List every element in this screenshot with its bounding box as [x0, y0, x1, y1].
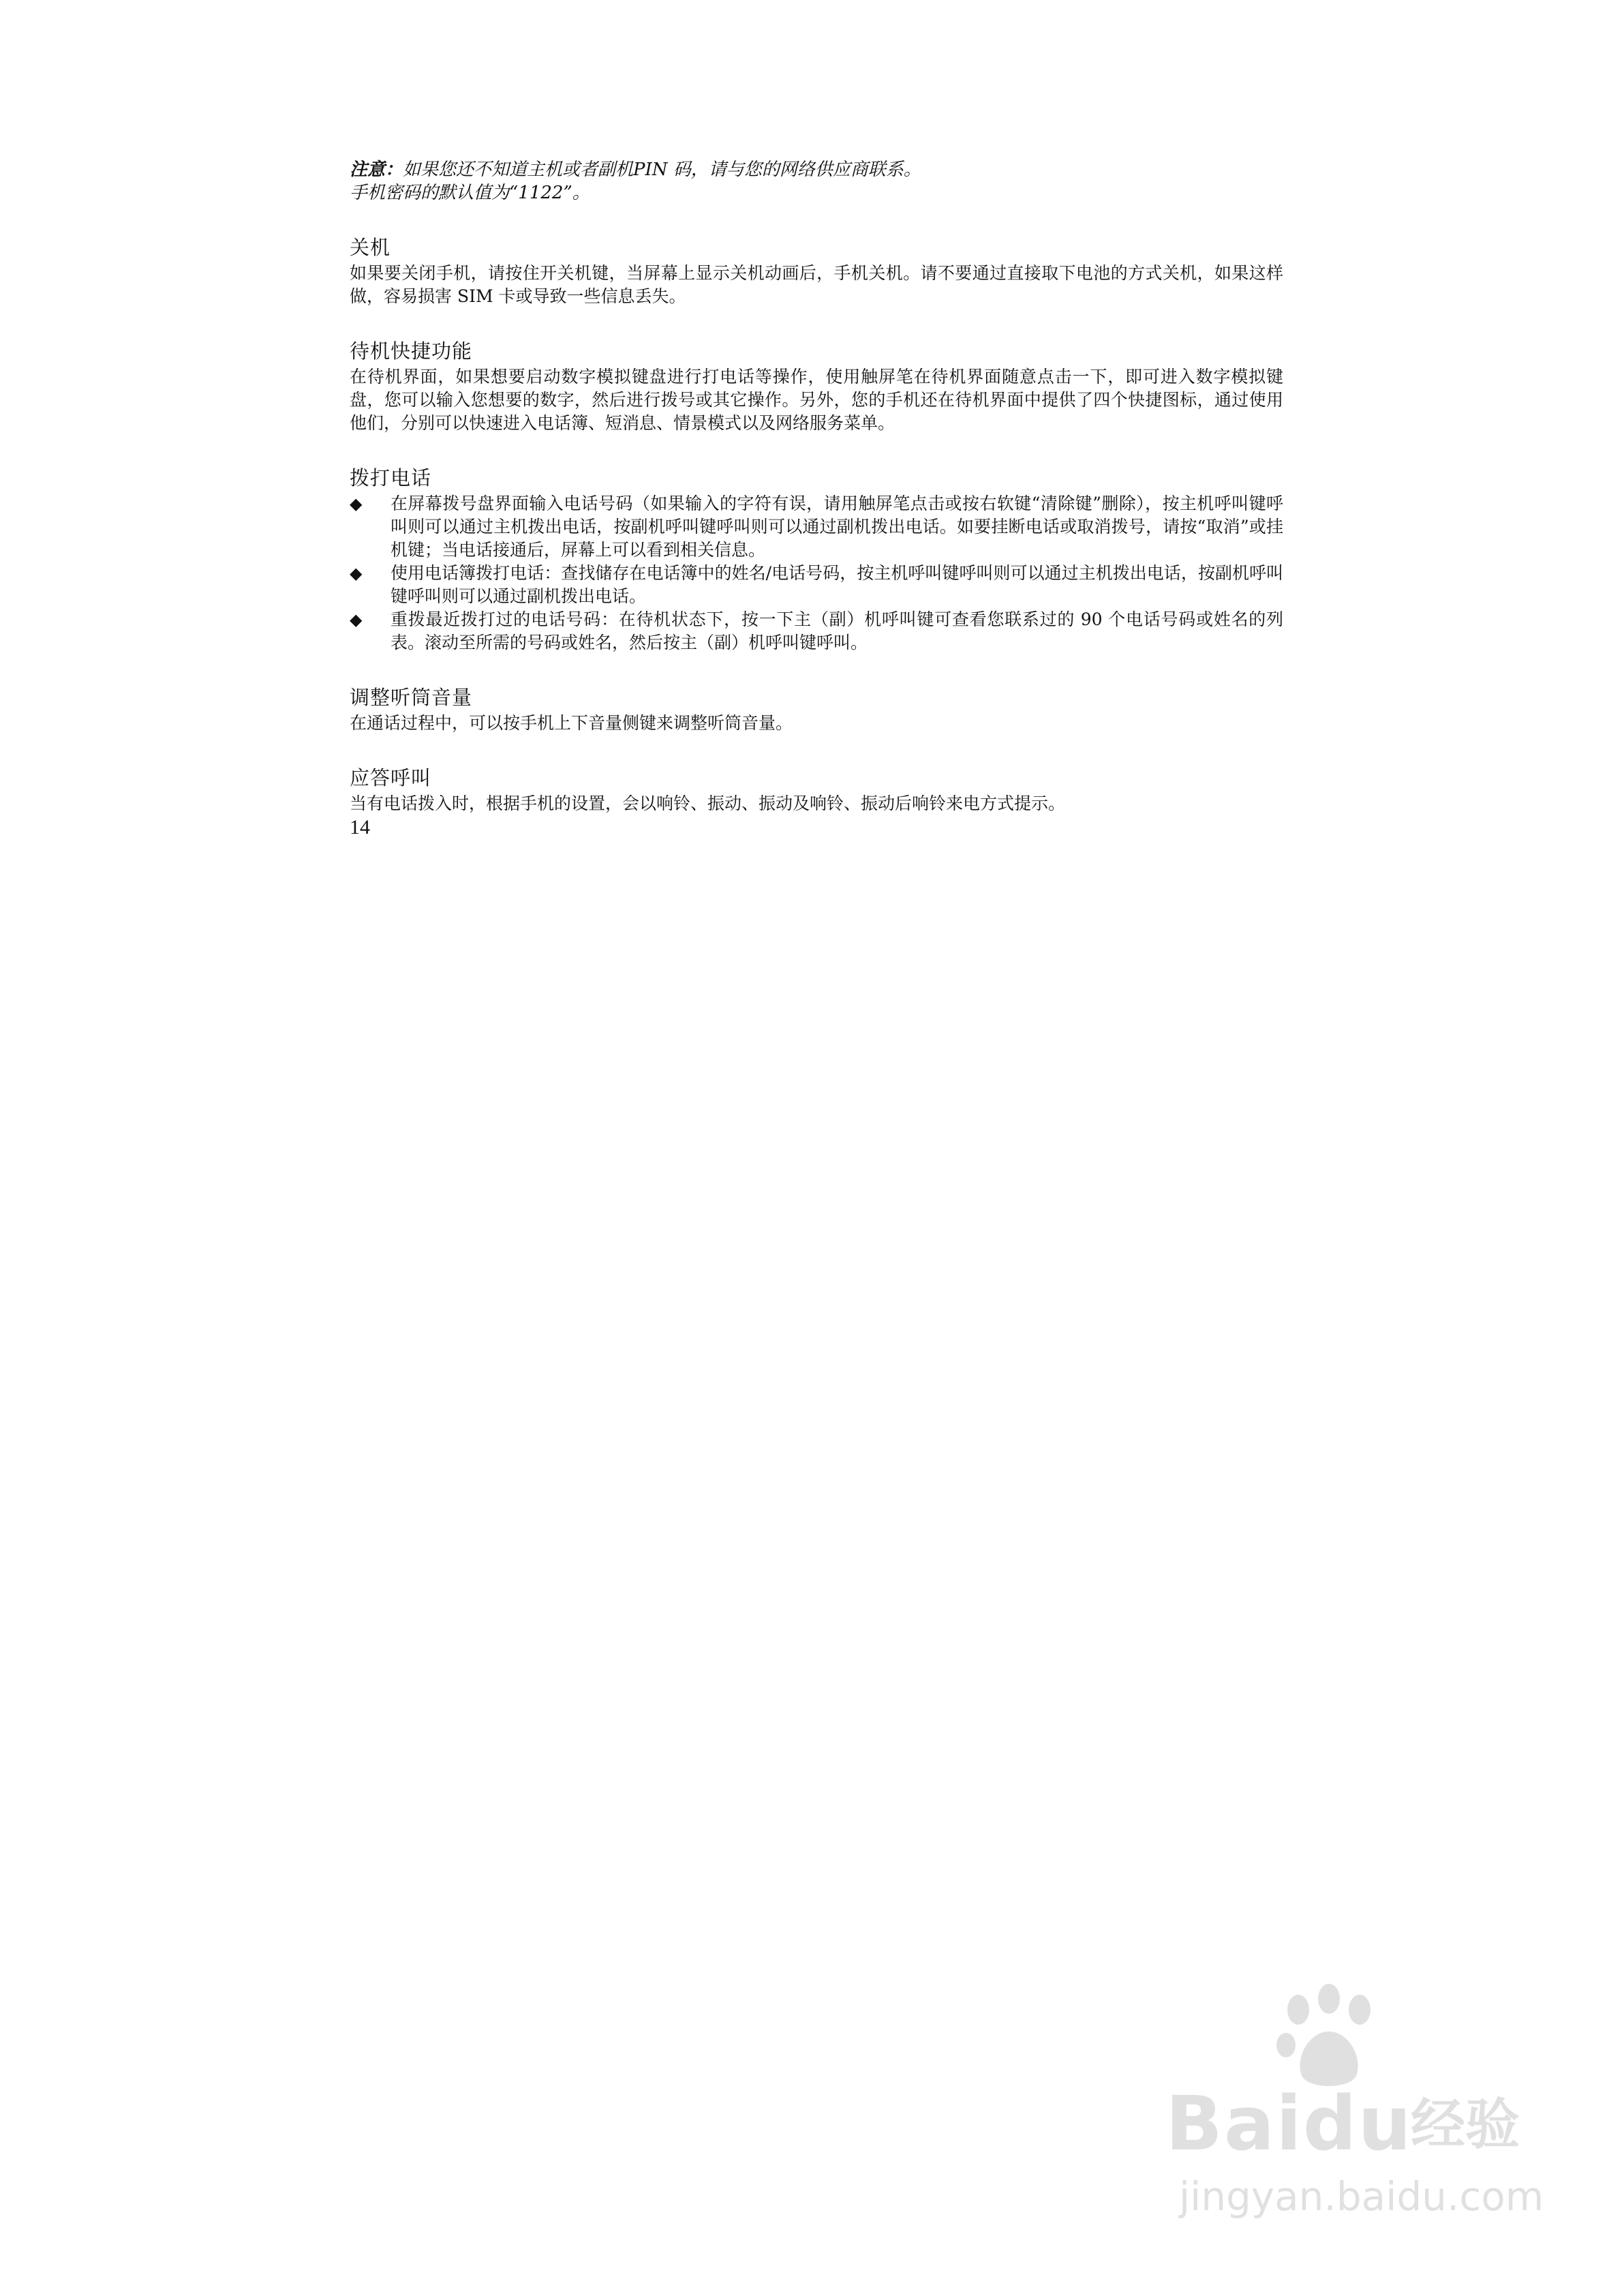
diamond-bullet-icon: ◆ — [350, 610, 363, 629]
page-number: 14 — [350, 816, 370, 839]
note-paragraph — [350, 158, 1283, 205]
section-earpiece-volume — [350, 684, 1283, 735]
section-heading: 拨打电话 — [350, 466, 432, 489]
list-item — [350, 492, 1283, 562]
list-item — [350, 562, 1283, 608]
section-power-off — [350, 235, 1283, 308]
document-body — [350, 158, 1283, 815]
section-heading: 应答呼叫 — [350, 766, 432, 789]
baidu-paw-icon — [1271, 1984, 1387, 2093]
baidu-watermark — [1152, 1977, 1561, 2236]
list-item-text: 使用电话簿拨打电话：查找储存在电话簿中的姓名/电话号码，按主机呼叫键呼叫则可以通过主机拨出电话，按副机呼叫键呼叫则可以通过副机拨出电话。 — [391, 563, 1283, 606]
note-line1: 如果您还不知道主机或者副机PIN 码，请与您的网络供应商联系。 — [403, 160, 921, 180]
list-item — [350, 608, 1283, 654]
section-body: 当有电话拨入时，根据手机的设置，会以响铃、振动、振动及响铃、振动后响铃来电方式提示。 — [350, 794, 1066, 813]
section-heading: 关机 — [350, 236, 391, 259]
section-body: 如果要关闭手机，请按住开关机键，当屏幕上显示关机动画后，手机关机。请不要通过直接取下电池的方式关机，如果这样做，容易损害 SIM 卡或导致一些信息丢失。 — [350, 263, 1283, 306]
diamond-bullet-icon: ◆ — [350, 494, 363, 513]
section-answer-call — [350, 765, 1283, 815]
note-line2: 手机密码的默认值为“1122”。 — [350, 183, 590, 203]
section-make-call — [350, 465, 1283, 654]
bullet-list — [350, 492, 1283, 654]
diamond-bullet-icon: ◆ — [350, 564, 363, 583]
section-body: 在通话过程中，可以按手机上下音量侧键来调整听筒音量。 — [350, 713, 793, 733]
section-standby-shortcuts — [350, 338, 1283, 435]
list-item-text: 在屏幕拨号盘界面输入电话号码（如果输入的字符有误，请用触屏笔点击或按右软键“清除键”删除），按主机呼叫键呼叫则可以通过主机拨出电话，按副机呼叫键呼叫则可以通过副机拨出电话。如要挂断电话或取消拨号，请按“取消”或挂机键；当电话接通后，屏幕上可以看到相关信息。 — [391, 494, 1283, 560]
list-item-text: 重拨最近拨打过的电话号码：在待机状态下，按一下主（副）机呼叫键可查看您联系过的 90 个电话号码或姓名的列表。滚动至所需的号码或姓名，然后按主（副）机呼叫键呼叫。 — [391, 609, 1283, 652]
section-heading: 调整听筒音量 — [350, 686, 473, 709]
watermark-url: jingyan.baidu.com — [1179, 2173, 1544, 2220]
note-lead: 注意： — [350, 160, 403, 180]
watermark-brand: Baidu — [1165, 2080, 1413, 2167]
section-body: 在待机界面，如果想要启动数字模拟键盘进行打电话等操作，使用触屏笔在待机界面随意点击一下，即可进入数字模拟键盘，您可以输入您想要的数字，然后进行拨号或其它操作。另外，您的手机还在待机界面中提供了四个快捷图标，通过使用他们，分别可以快速进入电话簿、短消息、情景模式以及网络服务菜单。 — [350, 367, 1283, 433]
section-heading: 待机快捷功能 — [350, 339, 473, 363]
watermark-suffix: 经验 — [1411, 2093, 1520, 2156]
